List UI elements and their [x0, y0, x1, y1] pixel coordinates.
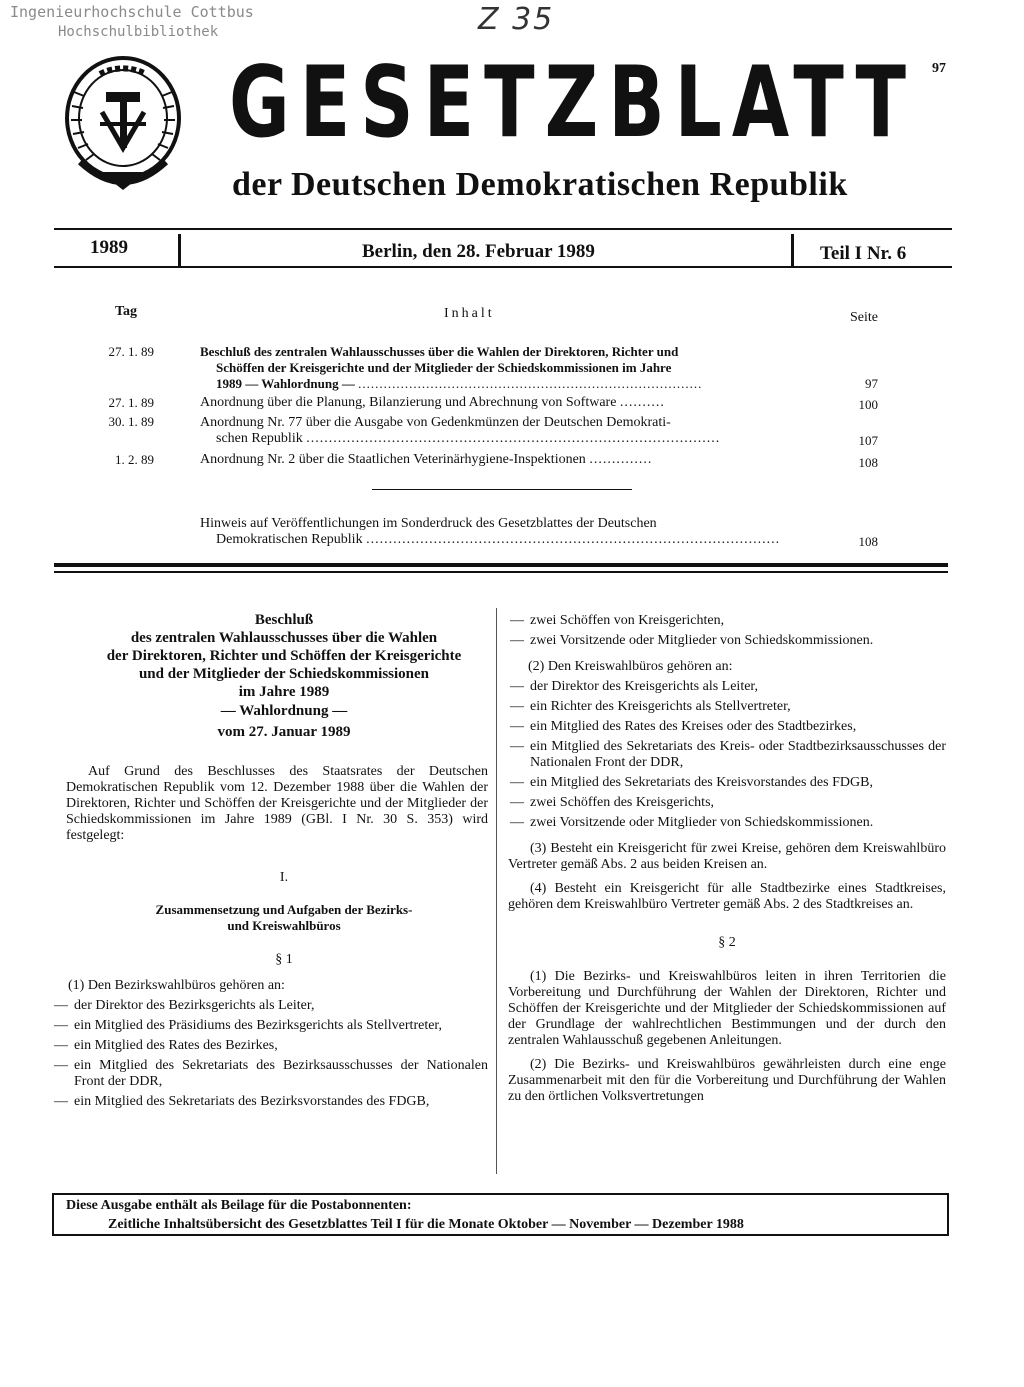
paragraph-3: (3) Besteht ein Kreisgericht für zwei Kreise, gehören dem Kreiswahlbüro Vertreter gemäß Abs. 2 aus beiden Kreisen an. — [508, 841, 946, 872]
article-title-line: der Direktoren, Richter und Schöffen der Kreisgerichte — [106, 648, 462, 664]
paragraph-1-intro: (1) Den Bezirkswahlbüros gehören an: — [68, 978, 285, 993]
list-item-text: ein Mitglied des Sekretariats des Bezirksausschusses der Nationalen Front der DDR, — [74, 1058, 488, 1089]
article-right-column — [508, 613, 946, 1105]
list-item — [52, 1094, 488, 1110]
list-item — [508, 699, 946, 715]
dash-bullet: — — [510, 815, 524, 830]
list-item-text: ein Mitglied des Sekretariats des Kreisvorstandes des FDGB, — [530, 775, 873, 790]
list-item-text: zwei Schöffen des Kreisgerichts, — [530, 795, 715, 810]
toc-entry-date: 30. 1. 89 — [108, 414, 154, 429]
supplement-notice-box — [52, 1193, 949, 1236]
dash-bullet: — — [54, 998, 68, 1013]
stamp-line-1: Ingenieurhochschule Cottbus — [10, 3, 254, 21]
toc-content-header: Inhalt — [444, 306, 495, 321]
toc-note-text — [200, 516, 810, 548]
list-item-text: zwei Schöffen von Kreisgerichten, — [530, 613, 725, 628]
toc-entry-line — [200, 376, 810, 392]
paragraph-4: (4) Besteht ein Kreisgericht für alle Stadtbezirke eines Stadtkreises, gehören dem Kreiswahlbüro Vertreter gemäß Abs. 2 des Stadtkreises an. — [508, 881, 946, 912]
list-item — [52, 1018, 488, 1034]
leader-dots: ................................................................................. — [358, 376, 703, 391]
dash-bullet: — — [510, 739, 524, 754]
article-title-line: — Wahlordnung — — [220, 703, 348, 719]
list-item — [508, 719, 946, 735]
issue-year: 1989 — [90, 237, 128, 258]
paragraph-sign-2: § 2 — [718, 935, 736, 950]
issue-part-number: Teil I Nr. 6 — [820, 243, 907, 264]
list-item — [508, 633, 946, 649]
dash-bullet: — — [54, 1018, 68, 1033]
supplement-notice-line-2: Zeitliche Inhaltsübersicht des Gesetzblattes Teil I für die Monate Oktober — November — Dezember 1988 — [108, 1217, 744, 1232]
list-item — [508, 795, 946, 811]
article-title-line: im Jahre 1989 — [238, 684, 330, 700]
list-item — [508, 679, 946, 695]
dash-bullet: — — [54, 1094, 68, 1109]
masthead-title: GESETZBLATT — [229, 46, 917, 160]
list-item-text: ein Richter des Kreisgerichts als Stellvertreter, — [530, 699, 791, 714]
list-item — [52, 1058, 488, 1090]
list-item-text: der Direktor des Kreisgerichts als Leiter, — [530, 679, 759, 694]
dateline-bottom-rule — [54, 266, 952, 268]
toc-entry-line: Beschluß des zentralen Wahlausschusses über die Wahlen der Direktoren, Richter und — [200, 344, 679, 359]
state-emblem-icon — [60, 52, 186, 194]
list-item-text: ein Mitglied des Rates des Kreises oder des Stadtbezirkes, — [530, 719, 857, 734]
list-item — [508, 815, 946, 831]
column-divider — [496, 608, 497, 1174]
dash-bullet: — — [510, 719, 524, 734]
list-item — [52, 1038, 488, 1054]
section-title-line: Zusammensetzung und Aufgaben der Bezirks- — [155, 902, 413, 917]
toc-entry-line: Schöffen der Kreisgerichte und der Mitglieder der Schiedskommissionen im Jahre — [216, 360, 672, 375]
toc-entry-line — [200, 431, 810, 447]
handwritten-shelf-mark: Z 35 — [478, 2, 555, 37]
list-item-text: ein Mitglied des Sekretariats des Kreis- oder Stadtbezirksausschusses der Nationalen Front der DDR, — [530, 739, 946, 770]
toc-entry-page: 107 — [858, 433, 878, 448]
toc-entry-date: 27. 1. 89 — [108, 344, 154, 359]
dateline-divider-left — [178, 234, 181, 268]
paragraph-2-intro: (2) Den Kreiswahlbüros gehören an: — [528, 659, 733, 674]
preamble: Auf Grund des Beschlusses des Staatsrates der Deutschen Demokratischen Republik vom 12. Dezember 1988 über die Wahlen der Direktoren, Richter und Schöffen der Kreisgerichte und der Mitglieder der Schiedskommissionen im Jahre 1989 (GBl. I Nr. 30 S. 353) wird festgelegt: — [66, 764, 488, 843]
top-rule — [54, 228, 952, 230]
dash-bullet: — — [510, 679, 524, 694]
toc-separator — [372, 489, 632, 490]
leader-dots: .............. — [589, 452, 653, 467]
dash-bullet: — — [510, 795, 524, 810]
library-stamp — [10, 2, 254, 42]
toc-entry-date: 27. 1. 89 — [108, 395, 154, 410]
toc-entry-page: 108 — [858, 455, 878, 470]
list-item-text: der Direktor des Bezirksgerichts als Leiter, — [74, 998, 315, 1013]
paragraph-sign-1: § 1 — [275, 952, 293, 967]
toc-entry-line-text: Anordnung Nr. 2 über die Staatlichen Veterinärhygiene-Inspektionen — [200, 452, 586, 467]
toc-note-line — [200, 532, 810, 548]
toc-entry-line-text: Anordnung über die Planung, Bilanzierung und Abrechnung von Software — [200, 395, 617, 410]
masthead-subtitle: der Deutschen Demokratischen Republik — [232, 166, 848, 203]
toc-day-header: Tag — [115, 304, 138, 319]
list-item-text: ein Mitglied des Sekretariats des Bezirksvorstandes des FDGB, — [74, 1094, 430, 1109]
toc-note-line-text: Demokratischen Republik — [216, 532, 363, 547]
section-2-paragraph-1: (1) Die Bezirks- und Kreiswahlbüros leiten in ihren Territorien die Vorbereitung und Durchführung der Wahlen der Direktoren, Richter und Schöffen der Kreisgerichte und der Mitglieder der Schiedskommissionen auf der Grundlage der wahlrechtlichen Bestimmungen und der durch den zentralen Wahlausschuß gegebenen Anleitungen. — [508, 969, 946, 1048]
article-title-line: und der Mitglieder der Schiedskommissionen — [138, 666, 430, 682]
leader-dots: ............................................................................................ — [306, 431, 721, 446]
toc-note-page: 108 — [858, 534, 878, 549]
toc-entry-title — [200, 395, 810, 411]
toc-entry-title — [200, 344, 810, 392]
leader-dots: ............................................................................................ — [366, 532, 781, 547]
toc-page-header: Seite — [850, 310, 878, 325]
list-item — [52, 998, 488, 1014]
toc-entry-line-text: schen Republik — [216, 431, 303, 446]
toc-entry-page: 97 — [865, 376, 878, 391]
toc-entry-line: Anordnung Nr. 77 über die Ausgabe von Gedenkmünzen der Deutschen Demokrati- — [200, 415, 671, 430]
list-item — [508, 613, 946, 629]
section-title-line: und Kreiswahlbüros — [227, 918, 341, 933]
dash-bullet: — — [54, 1058, 68, 1073]
list-item-text: zwei Vorsitzende oder Mitglieder von Schiedskommissionen. — [530, 815, 874, 830]
toc-entry-date: 1. 2. 89 — [115, 452, 154, 467]
dash-bullet: — — [510, 775, 524, 790]
dash-bullet: — — [510, 633, 524, 648]
dash-bullet: — — [54, 1038, 68, 1053]
toc-note-line: Hinweis auf Veröffentlichungen im Sonderdruck des Gesetzblattes der Deutschen — [200, 516, 657, 531]
dash-bullet: — — [510, 613, 524, 628]
toc-entry-line-text: 1989 — Wahlordnung — — [216, 376, 355, 391]
toc-entry-page: 100 — [858, 397, 878, 412]
list-item — [508, 739, 946, 771]
section-rule-thin — [54, 571, 948, 573]
list-item-text: ein Mitglied des Rates des Bezirkes, — [74, 1038, 278, 1053]
article-title-line: vom 27. Januar 1989 — [217, 724, 351, 740]
article-left-column — [52, 612, 488, 1110]
stamp-line-2: Hochschulbibliothek — [58, 24, 219, 40]
dash-bullet: — — [510, 699, 524, 714]
list-item — [508, 775, 946, 791]
issue-dateline: Berlin, den 28. Februar 1989 — [362, 241, 595, 262]
article-title-line: des zentralen Wahlausschusses über die Wahlen — [130, 630, 438, 646]
leader-dots: .......... — [619, 395, 665, 410]
toc-entry-title — [200, 452, 810, 468]
page-number: 97 — [932, 61, 946, 76]
article-title-line: Beschluß — [254, 612, 314, 628]
list-item-text: ein Mitglied des Präsidiums des Bezirksgerichts als Stellvertreter, — [74, 1018, 443, 1033]
supplement-notice-line-1: Diese Ausgabe enthält als Beilage für die Postabonnenten: — [66, 1198, 412, 1213]
list-item-text: zwei Vorsitzende oder Mitglieder von Schiedskommissionen. — [530, 633, 874, 648]
toc-entry-title — [200, 415, 810, 447]
section-2-paragraph-2: (2) Die Bezirks- und Kreiswahlbüros gewährleisten durch eine enge Zusammenarbeit mit den für die Vorbereitung und Durchführung der Wahlen zu den örtlichen Volksvertretungen — [508, 1057, 946, 1104]
section-rule-heavy — [54, 563, 948, 567]
dateline-divider-right — [791, 234, 794, 268]
section-number: I. — [279, 870, 289, 885]
